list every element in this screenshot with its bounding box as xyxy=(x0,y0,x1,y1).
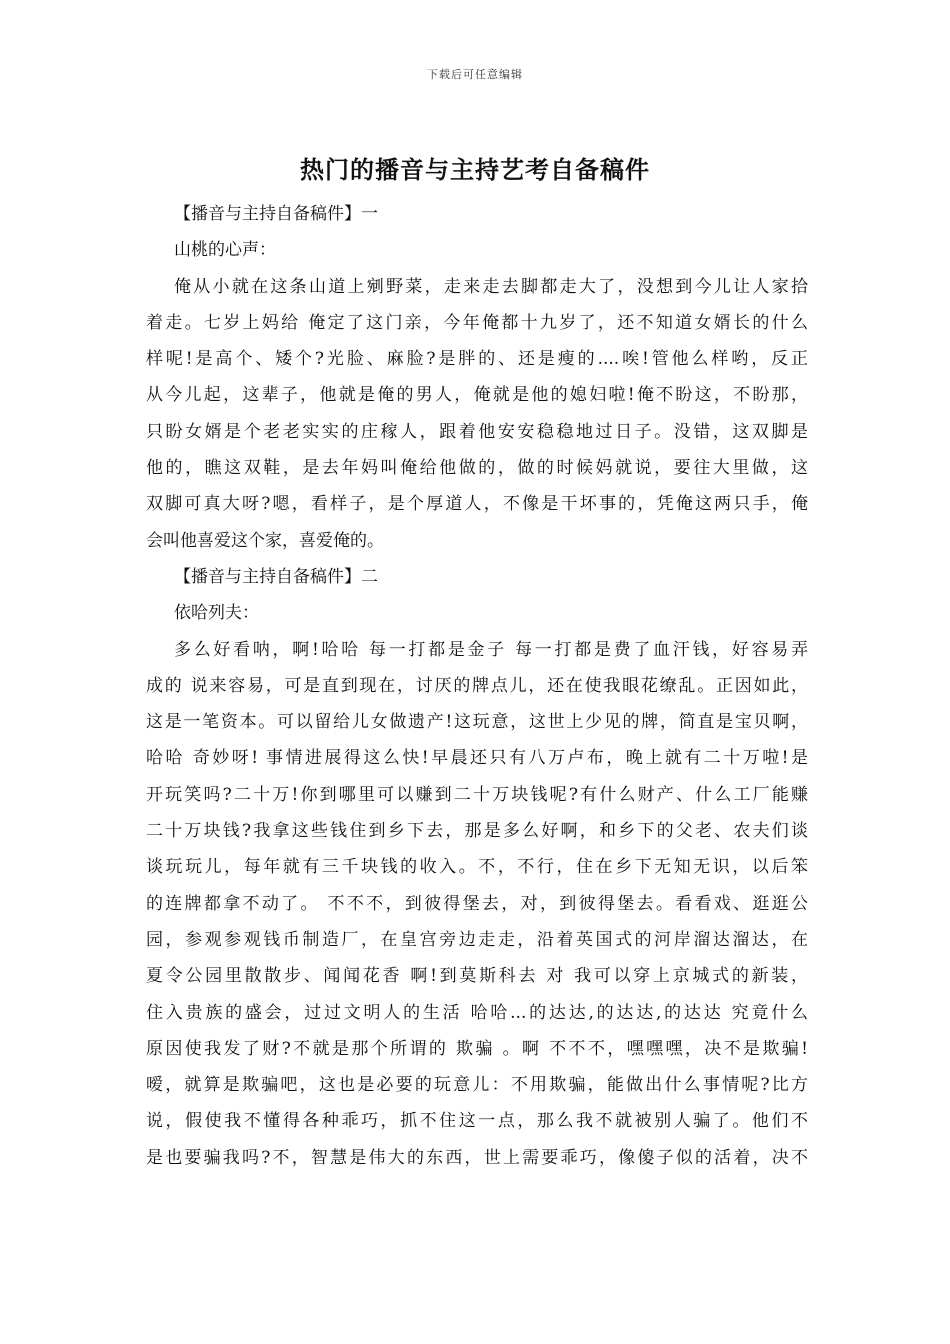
text-line: 山桃的心声： xyxy=(174,240,276,261)
header-note: 下载后可任意编辑 xyxy=(427,68,523,81)
text-line: 是也要骗我吗?不，智慧是伟大的东西，世上需要乖巧，像傻子似的活着，决不 xyxy=(146,1147,808,1168)
text-line: 【播音与主持自备稿件】一 xyxy=(174,204,378,224)
text-line: 说，假使我不懂得各种乖巧，抓不住这一点，那么我不就被别人骗了。他们不 xyxy=(146,1111,808,1132)
text-line: 成的 说来容易，可是直到现在，讨厌的牌点儿，还在使我眼花缭乱。正因如此， xyxy=(146,675,808,696)
text-line: 着走。七岁上妈给 俺定了这门亲，今年俺都十九岁了，还不知道女婿长的什么 xyxy=(146,312,808,333)
text-line: 这是一笔资本。可以留给儿女做遗产!这玩意，这世上少见的牌，简直是宝贝啊， xyxy=(146,712,808,733)
text-line: 夏令公园里散散步、闻闻花香 啊!到莫斯科去 对 我可以穿上京城式的新装， xyxy=(146,966,808,987)
text-line: 他的，瞧这双鞋，是去年妈叫俺给他做的，做的时候妈就说，要往大里做，这 xyxy=(146,458,808,479)
text-line: 谈玩玩儿，每年就有三千块钱的收入。不，不行，住在乡下无知无识，以后笨 xyxy=(146,857,808,878)
text-line: 原因使我发了财?不就是那个所谓的 欺骗 。啊 不不不，嘿嘿嘿，决不是欺骗! xyxy=(146,1038,808,1059)
document-title: 热门的播音与主持艺考自备稿件 xyxy=(300,155,650,184)
text-line: 的连牌都拿不动了。 不不不，到彼得堡去，对，到彼得堡去。看看戏、逛逛公 xyxy=(146,893,808,914)
text-line: 多么好看呐，啊!哈哈 每一打都是金子 每一打都是费了血汗钱，好容易弄 xyxy=(174,639,808,660)
text-line: 会叫他喜爱这个家，喜爱俺的。 xyxy=(146,530,384,551)
text-line: 样呢!是高个、矮个?光脸、麻脸?是胖的、还是瘦的....唉!管他么样哟，反正 xyxy=(146,349,808,370)
document-body xyxy=(146,196,808,1176)
text-line: 依哈列夫： xyxy=(174,603,259,624)
text-line: 只盼女婿是个老老实实的庄稼人，跟着他安安稳稳地过日子。没错，这双脚是 xyxy=(146,421,808,442)
text-line: 从今儿起，这辈子，他就是俺的男人，俺就是他的媳妇啦!俺不盼这，不盼那， xyxy=(146,385,808,406)
text-line: 俺从小就在这条山道上剜野菜，走来走去脚都走大了，没想到今儿让人家拾 xyxy=(174,276,808,297)
text-line: 嗳，就算是欺骗吧，这也是必要的玩意儿：不用欺骗，能做出什么事情呢?比方 xyxy=(146,1075,808,1096)
text-line: 双脚可真大呀?嗯，看样子，是个厚道人，不像是干坏事的，凭俺这两只手，俺 xyxy=(146,494,808,515)
text-line: 二十万块钱?我拿这些钱住到乡下去，那是多么好啊，和乡下的父老、农夫们谈 xyxy=(146,821,808,842)
text-line: 【播音与主持自备稿件】二 xyxy=(174,566,378,587)
text-line: 住入贵族的盛会，过过文明人的生活 哈哈...的达达,的达达,的达达 究竟什么 xyxy=(146,1002,808,1023)
text-line: 开玩笑吗?二十万!你到哪里可以赚到二十万块钱呢?有什么财产、什么工厂能赚 xyxy=(146,784,808,805)
text-line: 园，参观参观钱币制造厂，在皇宫旁边走走，沿着英国式的河岸溜达溜达，在 xyxy=(146,929,808,950)
text-line: 哈哈 奇妙呀! 事情进展得这么快!早晨还只有八万卢布，晚上就有二十万啦!是 xyxy=(146,748,808,769)
